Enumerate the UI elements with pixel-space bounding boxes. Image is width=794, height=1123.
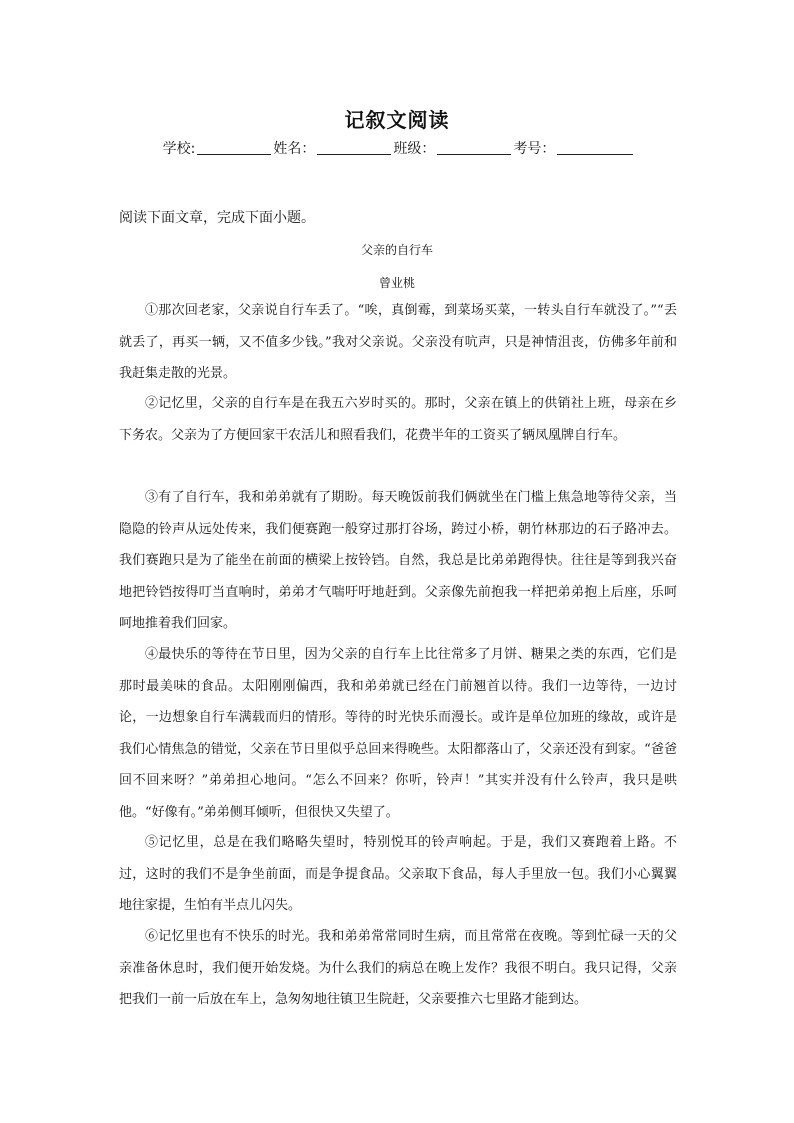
paragraph-2: ②记忆里，父亲的自行车是在我五六岁时买的。那时，父亲在镇上的供销社上班，母亲在乡下务农。父亲为了方便回家干农活儿和照看我们，花费半年的工资买了辆凤凰牌自行车。 (119, 396, 677, 443)
name-label: 姓名： (273, 141, 316, 157)
name-blank[interactable] (317, 140, 391, 155)
paragraph-6: ⑥记忆里也有不快乐的时光。我和弟弟常常同时生病，而且常常在夜晚。等到忙碌一天的父亲准备休息时，我们便开始发烧。为什么我们的病总在晚上发作？我很不明白。我只记得，父亲把我们一前一后放在车上，急匆匆地往镇卫生院赶，父亲要推六七里路才能到达。 (119, 929, 677, 1007)
exam-number-label: 考号： (513, 141, 556, 157)
article-author: 曾业桃 (378, 276, 415, 290)
instruction-text: 阅读下面文章，完成下面小题。 (119, 210, 315, 226)
school-blank[interactable] (197, 140, 271, 155)
class-label: 班级： (393, 141, 436, 157)
paragraph-5: ⑤记忆里，总是在我们略略失望时，特别悦耳的铃声响起。于是，我们又赛跑着上路。不过，这时的我们不是争坐前面，而是争提食品。父亲取下食品，每人手里放一包。我们小心翼翼地往家提，生怕有半点儿闪失。 (119, 835, 677, 913)
page-title: 记叙文阅读 (344, 108, 450, 132)
class-blank[interactable] (437, 140, 511, 155)
article-title: 父亲的自行车 (360, 243, 433, 257)
paragraph-3: ③有了自行车，我和弟弟就有了期盼。每天晚饭前我们俩就坐在门槛上焦急地等待父亲，当隐隐的铃声从远处传来，我们便赛跑一般穿过那打谷场，跨过小桥，朝竹林那边的石子路冲去。我们赛跑只是为了能坐在前面的横梁上按铃铛。自然，我总是比弟弟跑得快。往往是等到我兴奋地把铃铛按得叮当直响时，弟弟才气喘吁吁地赶到。父亲像先前抱我一样把弟弟抱上后座，乐呵呵地推着我们回家。 (119, 490, 677, 631)
paragraph-1: ①那次回老家，父亲说自行车丢了。“唉，真倒霉，到菜场买菜，一转头自行车就没了。”“丢就丢了，再买一辆，又不值多少钱。”我对父亲说。父亲没有吭声，只是神情沮丧，仿佛多年前和我赶集走散的光景。 (119, 303, 677, 381)
student-info-line (0, 138, 794, 158)
paragraph-4: ④最快乐的等待在节日里，因为父亲的自行车上比往常多了月饼、糖果之类的东西，它们是那时最美味的食品。太阳刚刚偏西，我和弟弟就已经在门前翘首以待。我们一边等待，一边讨论，一边想象自行车满载而归的情形。等待的时光快乐而漫长。或许是单位加班的缘故，或许是我们心情焦急的错觉，父亲在节日里似乎总回来得晚些。太阳都落山了，父亲还没有到家。“爸爸回不回来呀？”弟弟担心地问。“怎么不回来？你听，铃声！”其实并没有什么铃声，我只是哄他。“好像有。”弟弟侧耳倾听，但很快又失望了。 (119, 647, 677, 820)
school-label: 学校: (162, 141, 196, 157)
exam-number-blank[interactable] (557, 140, 633, 155)
